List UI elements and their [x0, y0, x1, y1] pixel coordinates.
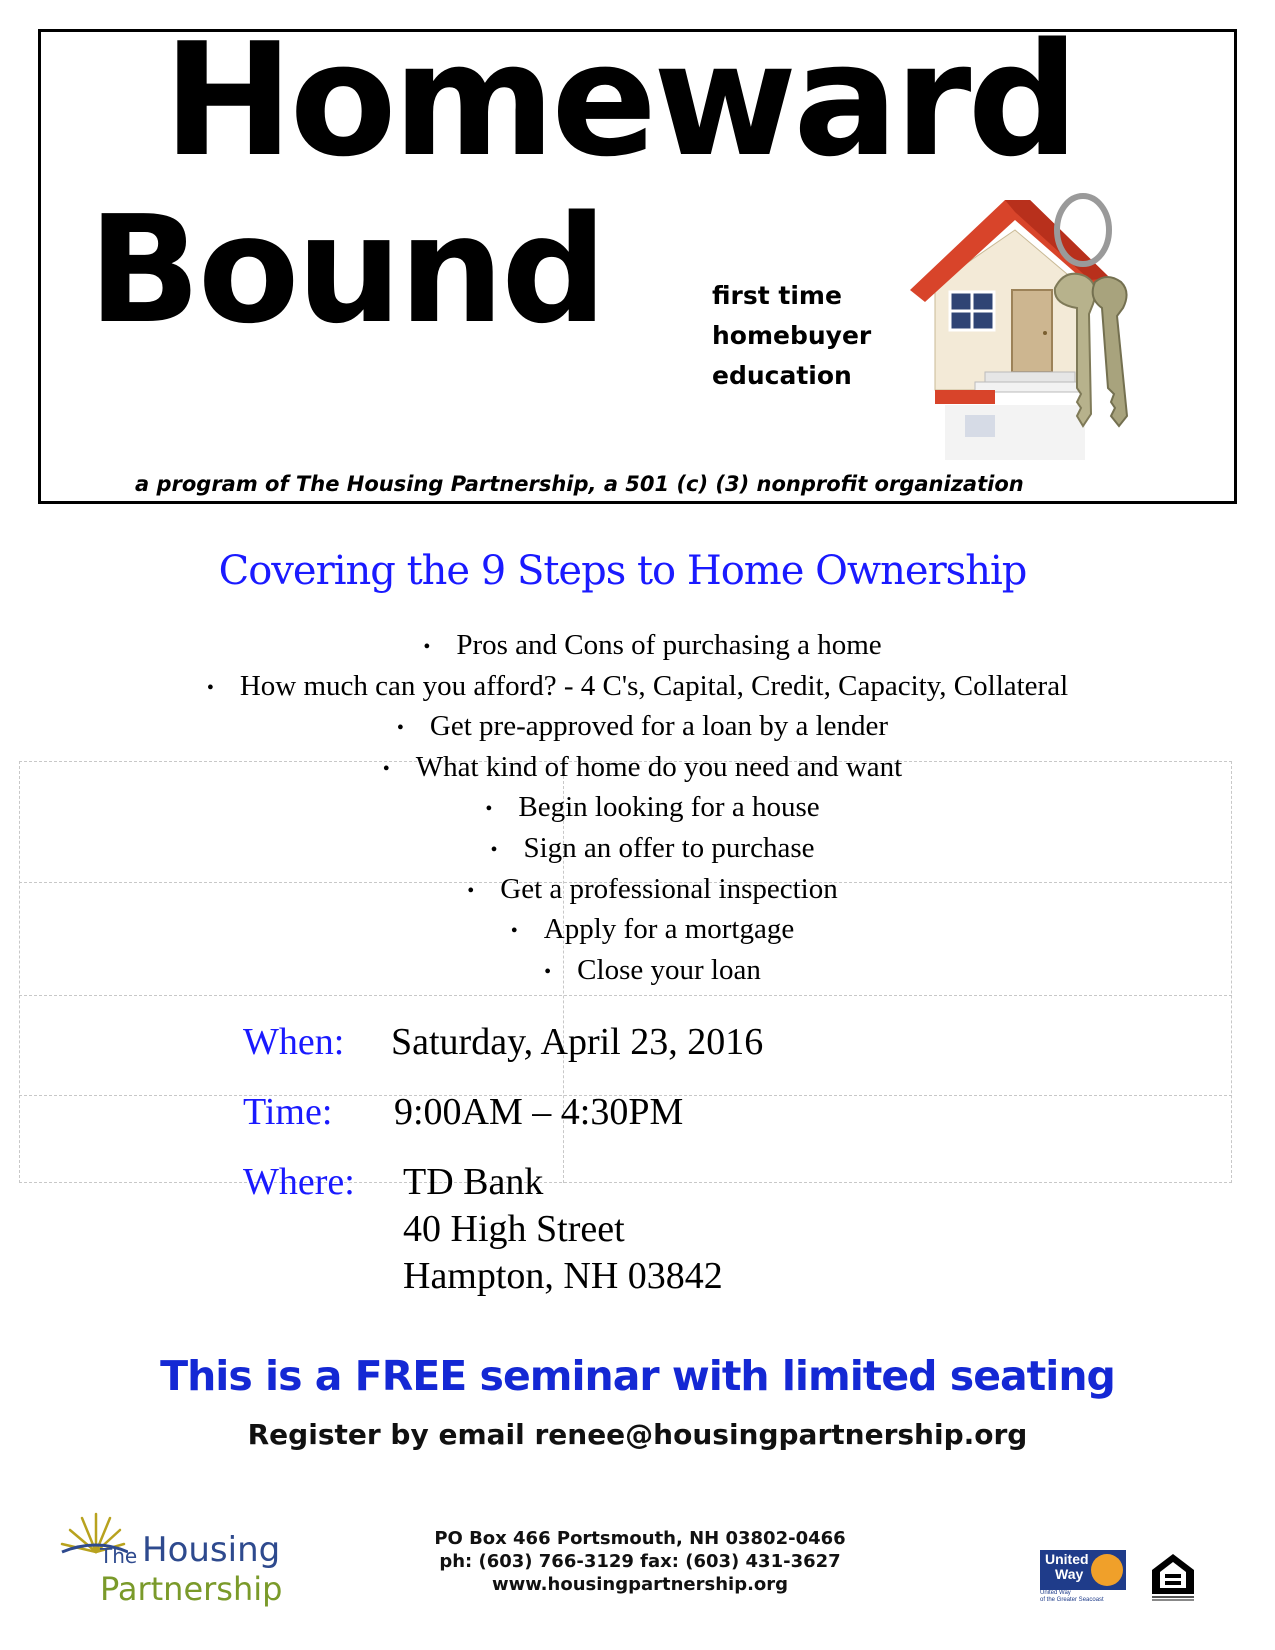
- equal-housing-icon: [1150, 1552, 1196, 1602]
- bullet-icon: •: [467, 879, 475, 902]
- bullet-icon: •: [485, 798, 493, 821]
- phone-line: ph: (603) 766-3129 fax: (603) 431-3627: [439, 1551, 841, 1572]
- contact-block: [430, 1527, 850, 1596]
- tagline-line-2: homebuyer: [712, 321, 872, 350]
- step-text: How much can you afford? - 4 C's, Capital, Credit, Capacity, Collateral: [239, 669, 1069, 702]
- step-text: Apply for a mortgage: [543, 913, 795, 946]
- list-item: [0, 951, 1275, 992]
- title-homeward: Homeward: [163, 9, 1076, 191]
- address-line: PO Box 466 Portsmouth, NH 03802-0466: [434, 1528, 846, 1549]
- list-item: [0, 910, 1275, 951]
- logo-partnership-text: Partnership: [100, 1570, 283, 1608]
- where-line-3: Hampton, NH 03842: [403, 1255, 723, 1297]
- when-label: When:: [243, 1021, 345, 1063]
- list-item: [0, 788, 1275, 829]
- united-way-title: United Way: [1045, 1551, 1089, 1582]
- register-line: Register by email renee@housingpartnership.org: [247, 1418, 1028, 1451]
- logo-the-text: The: [100, 1544, 138, 1568]
- list-item: [0, 667, 1275, 708]
- where-line-1: TD Bank: [403, 1161, 544, 1203]
- tagline: [712, 276, 871, 396]
- list-item: [0, 870, 1275, 911]
- title-bound: Bound: [88, 184, 605, 356]
- housing-partnership-logo: [58, 1508, 298, 1618]
- step-text: Begin looking for a house: [518, 791, 820, 824]
- where-label: Where:: [243, 1161, 355, 1203]
- bullet-icon: •: [423, 636, 431, 659]
- step-text: Get pre-approved for a loan by a lender: [429, 710, 889, 743]
- step-text: What kind of home do you need and want: [415, 750, 903, 783]
- where-line-2: 40 High Street: [403, 1208, 625, 1250]
- time-label: Time:: [243, 1091, 333, 1133]
- list-item: [0, 829, 1275, 870]
- program-line: a program of The Housing Partnership, a 501 (c) (3) nonprofit organization: [135, 472, 1024, 496]
- bullet-icon: •: [490, 839, 498, 862]
- time-value: 9:00AM – 4:30PM: [394, 1091, 684, 1133]
- free-seminar-line: This is a FREE seminar with limited seating: [160, 1352, 1115, 1400]
- tagline-line-3: education: [712, 361, 852, 390]
- house-with-keys-icon: [905, 190, 1205, 475]
- logo-housing-text: Housing: [142, 1530, 281, 1570]
- step-text: Sign an offer to purchase: [523, 831, 815, 864]
- tagline-line-1: first time: [712, 281, 842, 310]
- when-value: Saturday, April 23, 2016: [391, 1021, 764, 1063]
- list-item: [0, 748, 1275, 789]
- bullet-icon: •: [206, 676, 214, 699]
- website-line: www.housingpartnership.org: [491, 1574, 789, 1595]
- bullet-icon: •: [382, 757, 390, 780]
- steps-list: [0, 626, 1275, 991]
- step-text: Pros and Cons of purchasing a home: [456, 629, 882, 661]
- grid-divider: [19, 995, 1232, 996]
- bullet-icon: •: [510, 920, 518, 943]
- united-way-badge: [1040, 1550, 1126, 1590]
- list-item: [0, 707, 1275, 748]
- bullet-icon: •: [396, 717, 404, 740]
- step-text: Get a professional inspection: [500, 872, 838, 905]
- helping-hand-icon: [1091, 1554, 1123, 1586]
- united-way-logo: [1040, 1550, 1124, 1605]
- bullet-icon: •: [544, 960, 552, 983]
- list-item: [0, 626, 1275, 667]
- steps-heading: Covering the 9 Steps to Home Ownership: [218, 548, 1027, 594]
- step-text: Close your loan: [577, 953, 761, 986]
- united-way-subtitle: United Way of the Greater Seacoast: [1040, 1590, 1104, 1603]
